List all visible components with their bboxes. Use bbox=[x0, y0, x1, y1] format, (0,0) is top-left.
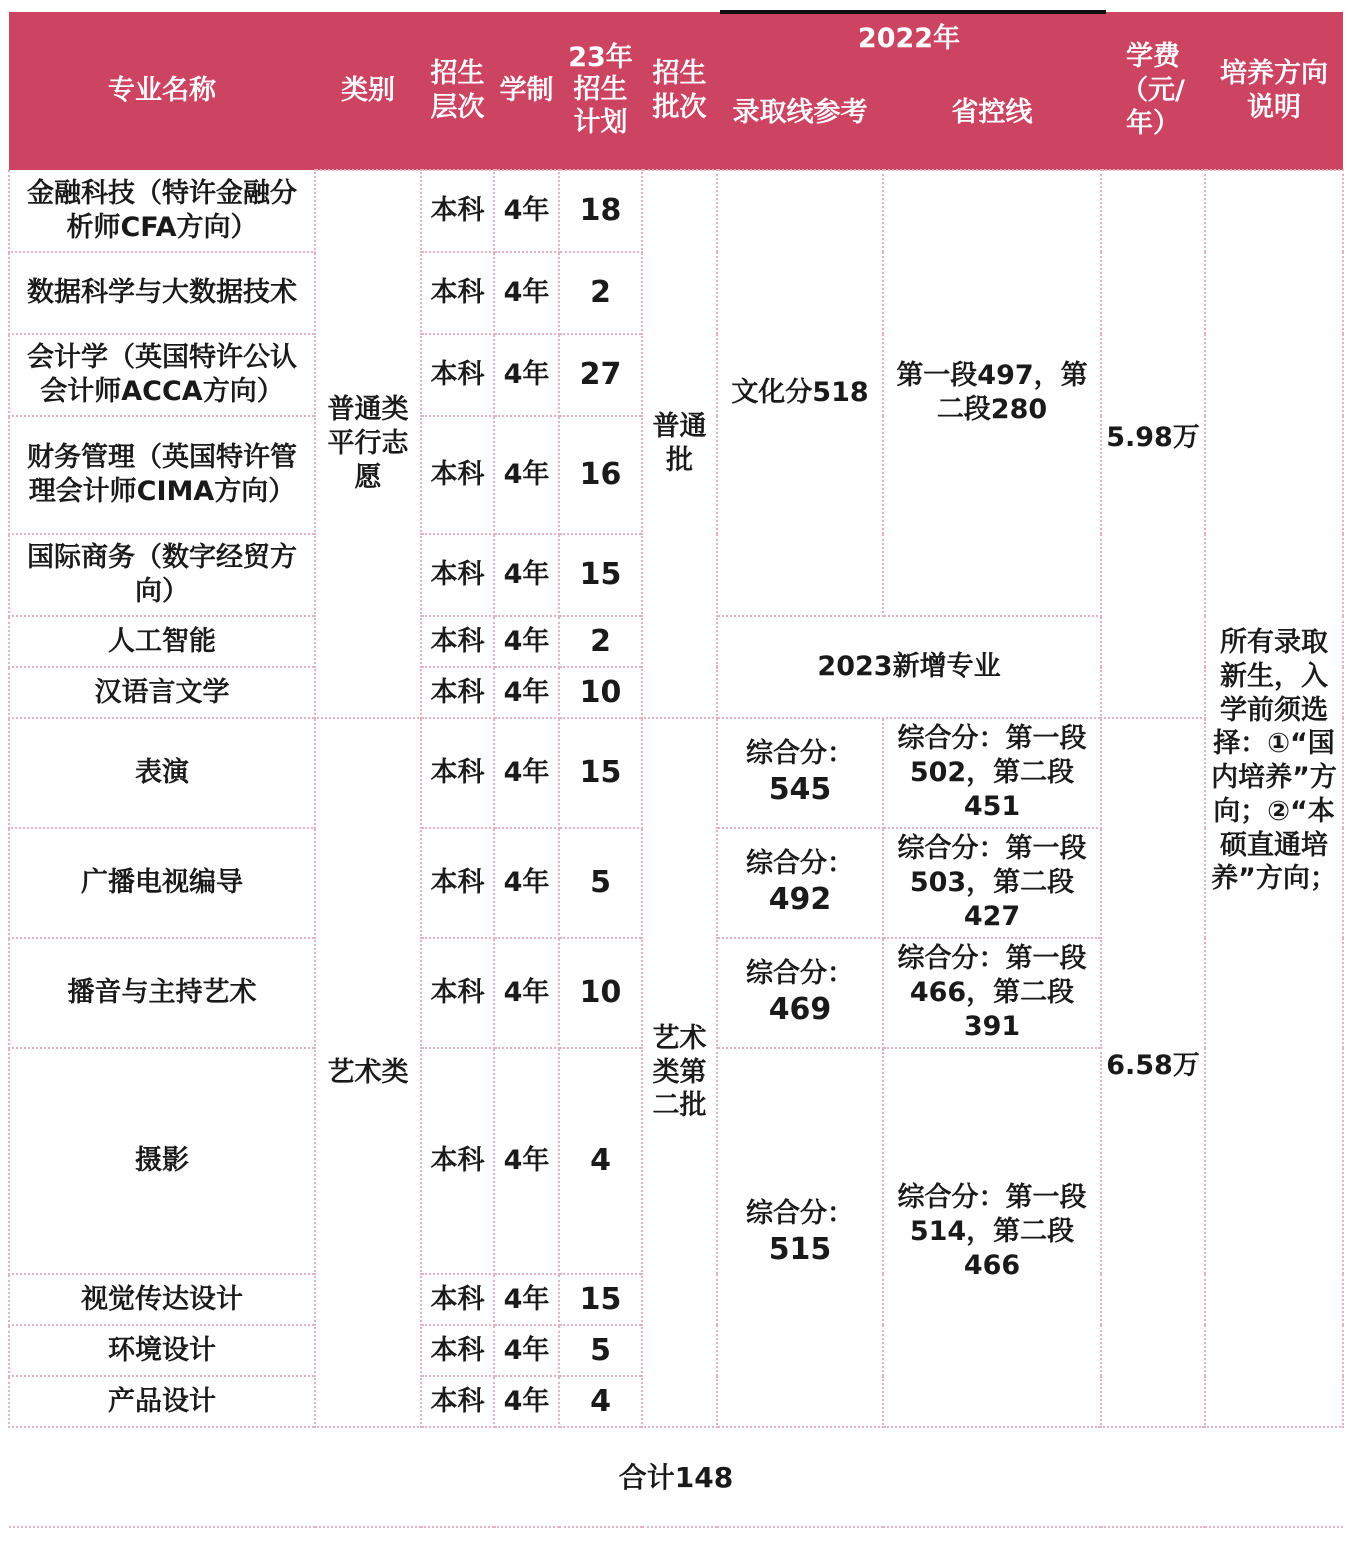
major-name-cell: 产品设计 bbox=[9, 1376, 315, 1427]
duration-cell: 4年 bbox=[494, 938, 559, 1048]
level-cell: 本科 bbox=[421, 1274, 494, 1325]
header-tuition: 学费 （元/年） bbox=[1101, 12, 1205, 170]
total-row bbox=[9, 1427, 1343, 1527]
plan-cell: 10 bbox=[559, 667, 642, 718]
level-cell: 本科 bbox=[421, 718, 494, 828]
art-provincial-value: 502，第二段451 bbox=[909, 757, 1075, 822]
plan-cell: 2 bbox=[559, 616, 642, 667]
major-name-cell: 人工智能 bbox=[9, 616, 315, 667]
level-cell: 本科 bbox=[421, 1048, 494, 1274]
admission-general-cell: 文化分518 bbox=[717, 170, 883, 616]
duration-cell: 4年 bbox=[494, 334, 559, 416]
duration-cell: 4年 bbox=[494, 1325, 559, 1376]
duration-cell: 4年 bbox=[494, 616, 559, 667]
major-name-cell: 表演 bbox=[9, 718, 315, 828]
major-name-cell: 会计学（英国特许公认会计师ACCA方向） bbox=[9, 334, 315, 416]
level-cell: 本科 bbox=[421, 938, 494, 1048]
header-major-name: 专业名称 bbox=[9, 12, 315, 170]
plan-cell: 16 bbox=[559, 416, 642, 534]
level-cell: 本科 bbox=[421, 828, 494, 938]
plan-cell: 18 bbox=[559, 170, 642, 252]
level-cell: 本科 bbox=[421, 170, 494, 252]
art-provincial-cell bbox=[883, 1048, 1101, 1427]
header-top-rule bbox=[720, 10, 1106, 14]
plan-cell: 10 bbox=[559, 938, 642, 1048]
header-year-2022: 2022年 bbox=[717, 12, 1101, 56]
art-provincial-label: 综合分：第一段 bbox=[897, 943, 1087, 975]
level-cell: 本科 bbox=[421, 1376, 494, 1427]
plan-cell: 15 bbox=[559, 718, 642, 828]
category-general-cell: 普通类平行志愿 bbox=[315, 170, 421, 718]
duration-cell: 4年 bbox=[494, 252, 559, 334]
header-duration: 学制 bbox=[494, 12, 559, 170]
batch-general-cell: 普通批 bbox=[642, 170, 717, 718]
admission-plan-table bbox=[8, 12, 1344, 1528]
plan-cell: 4 bbox=[559, 1376, 642, 1427]
art-admission-cell bbox=[717, 718, 883, 828]
plan-cell: 15 bbox=[559, 534, 642, 616]
art-admission-value: 492 bbox=[768, 882, 832, 918]
major-name-cell: 广播电视编导 bbox=[9, 828, 315, 938]
duration-cell: 4年 bbox=[494, 534, 559, 616]
art-provincial-value: 514，第二段466 bbox=[909, 1215, 1075, 1281]
batch-art-cell: 艺术类第二批 bbox=[642, 718, 717, 1427]
plan-cell: 4 bbox=[559, 1048, 642, 1274]
art-provincial-cell bbox=[883, 938, 1101, 1048]
level-cell: 本科 bbox=[421, 1325, 494, 1376]
art-provincial-label: 综合分：第一段 bbox=[897, 723, 1087, 755]
major-name-cell: 金融科技（特许金融分析师CFA方向） bbox=[9, 170, 315, 252]
tuition-art-cell: 6.58万 bbox=[1101, 718, 1205, 1427]
art-provincial-value: 466，第二段391 bbox=[909, 977, 1075, 1042]
header-direction-note: 培养方向 说明 bbox=[1205, 12, 1343, 170]
art-provincial-label: 综合分：第一段 bbox=[897, 833, 1087, 865]
header-category: 类别 bbox=[315, 12, 421, 170]
duration-cell: 4年 bbox=[494, 170, 559, 252]
duration-cell: 4年 bbox=[494, 1048, 559, 1274]
art-admission-label: 综合分： bbox=[746, 958, 854, 990]
major-name-cell: 环境设计 bbox=[9, 1325, 315, 1376]
plan-cell: 15 bbox=[559, 1274, 642, 1325]
art-provincial-cell bbox=[883, 718, 1101, 828]
duration-cell: 4年 bbox=[494, 718, 559, 828]
duration-cell: 4年 bbox=[494, 828, 559, 938]
major-name-cell: 播音与主持艺术 bbox=[9, 938, 315, 1048]
table-row bbox=[9, 170, 1343, 252]
art-admission-value: 469 bbox=[768, 992, 832, 1028]
header-batch: 招生 批次 bbox=[642, 12, 717, 170]
duration-cell: 4年 bbox=[494, 667, 559, 718]
major-name-cell: 汉语言文学 bbox=[9, 667, 315, 718]
table-row bbox=[9, 718, 1343, 828]
level-cell: 本科 bbox=[421, 252, 494, 334]
art-admission-cell bbox=[717, 1048, 883, 1427]
direction-note-cell: 所有录取新生，入学前须选择：①“国内培养”方向；②“本硕直通培养”方向； bbox=[1205, 170, 1343, 1427]
plan-cell: 5 bbox=[559, 828, 642, 938]
new-major-note-cell: 2023新增专业 bbox=[717, 616, 1101, 718]
level-cell: 本科 bbox=[421, 667, 494, 718]
art-admission-cell bbox=[717, 828, 883, 938]
major-name-cell: 数据科学与大数据技术 bbox=[9, 252, 315, 334]
duration-cell: 4年 bbox=[494, 416, 559, 534]
art-admission-cell bbox=[717, 938, 883, 1048]
plan-cell: 2 bbox=[559, 252, 642, 334]
level-cell: 本科 bbox=[421, 616, 494, 667]
header-plan-2023: 23年 招生 计划 bbox=[559, 12, 642, 170]
level-cell: 本科 bbox=[421, 416, 494, 534]
art-admission-value: 545 bbox=[768, 772, 832, 808]
category-art-cell: 艺术类 bbox=[315, 718, 421, 1427]
major-name-cell: 摄影 bbox=[9, 1048, 315, 1274]
plan-cell: 5 bbox=[559, 1325, 642, 1376]
duration-cell: 4年 bbox=[494, 1376, 559, 1427]
art-provincial-cell bbox=[883, 828, 1101, 938]
major-name-cell: 视觉传达设计 bbox=[9, 1274, 315, 1325]
major-name-cell: 财务管理（英国特许管理会计师CIMA方向） bbox=[9, 416, 315, 534]
level-cell: 本科 bbox=[421, 334, 494, 416]
level-cell: 本科 bbox=[421, 534, 494, 616]
plan-cell: 27 bbox=[559, 334, 642, 416]
tuition-general-cell: 5.98万 bbox=[1101, 170, 1205, 718]
art-admission-label: 综合分： bbox=[746, 848, 854, 880]
header-admission-line: 录取线参考 bbox=[717, 56, 883, 170]
admission-table-wrapper bbox=[8, 12, 1342, 1528]
art-provincial-label: 综合分：第一段 bbox=[897, 1182, 1087, 1213]
header-level: 招生 层次 bbox=[421, 12, 494, 170]
art-admission-value: 515 bbox=[768, 1231, 832, 1267]
art-admission-label: 综合分： bbox=[746, 1198, 854, 1229]
art-provincial-value: 503，第二段427 bbox=[909, 867, 1075, 932]
provincial-general-cell: 第一段497，第二段280 bbox=[883, 170, 1101, 616]
duration-cell: 4年 bbox=[494, 1274, 559, 1325]
total-cell: 合计148 bbox=[9, 1427, 1343, 1527]
art-admission-label: 综合分： bbox=[746, 738, 854, 770]
header-provincial-line: 省控线 bbox=[883, 56, 1101, 170]
major-name-cell: 国际商务（数字经贸方向） bbox=[9, 534, 315, 616]
